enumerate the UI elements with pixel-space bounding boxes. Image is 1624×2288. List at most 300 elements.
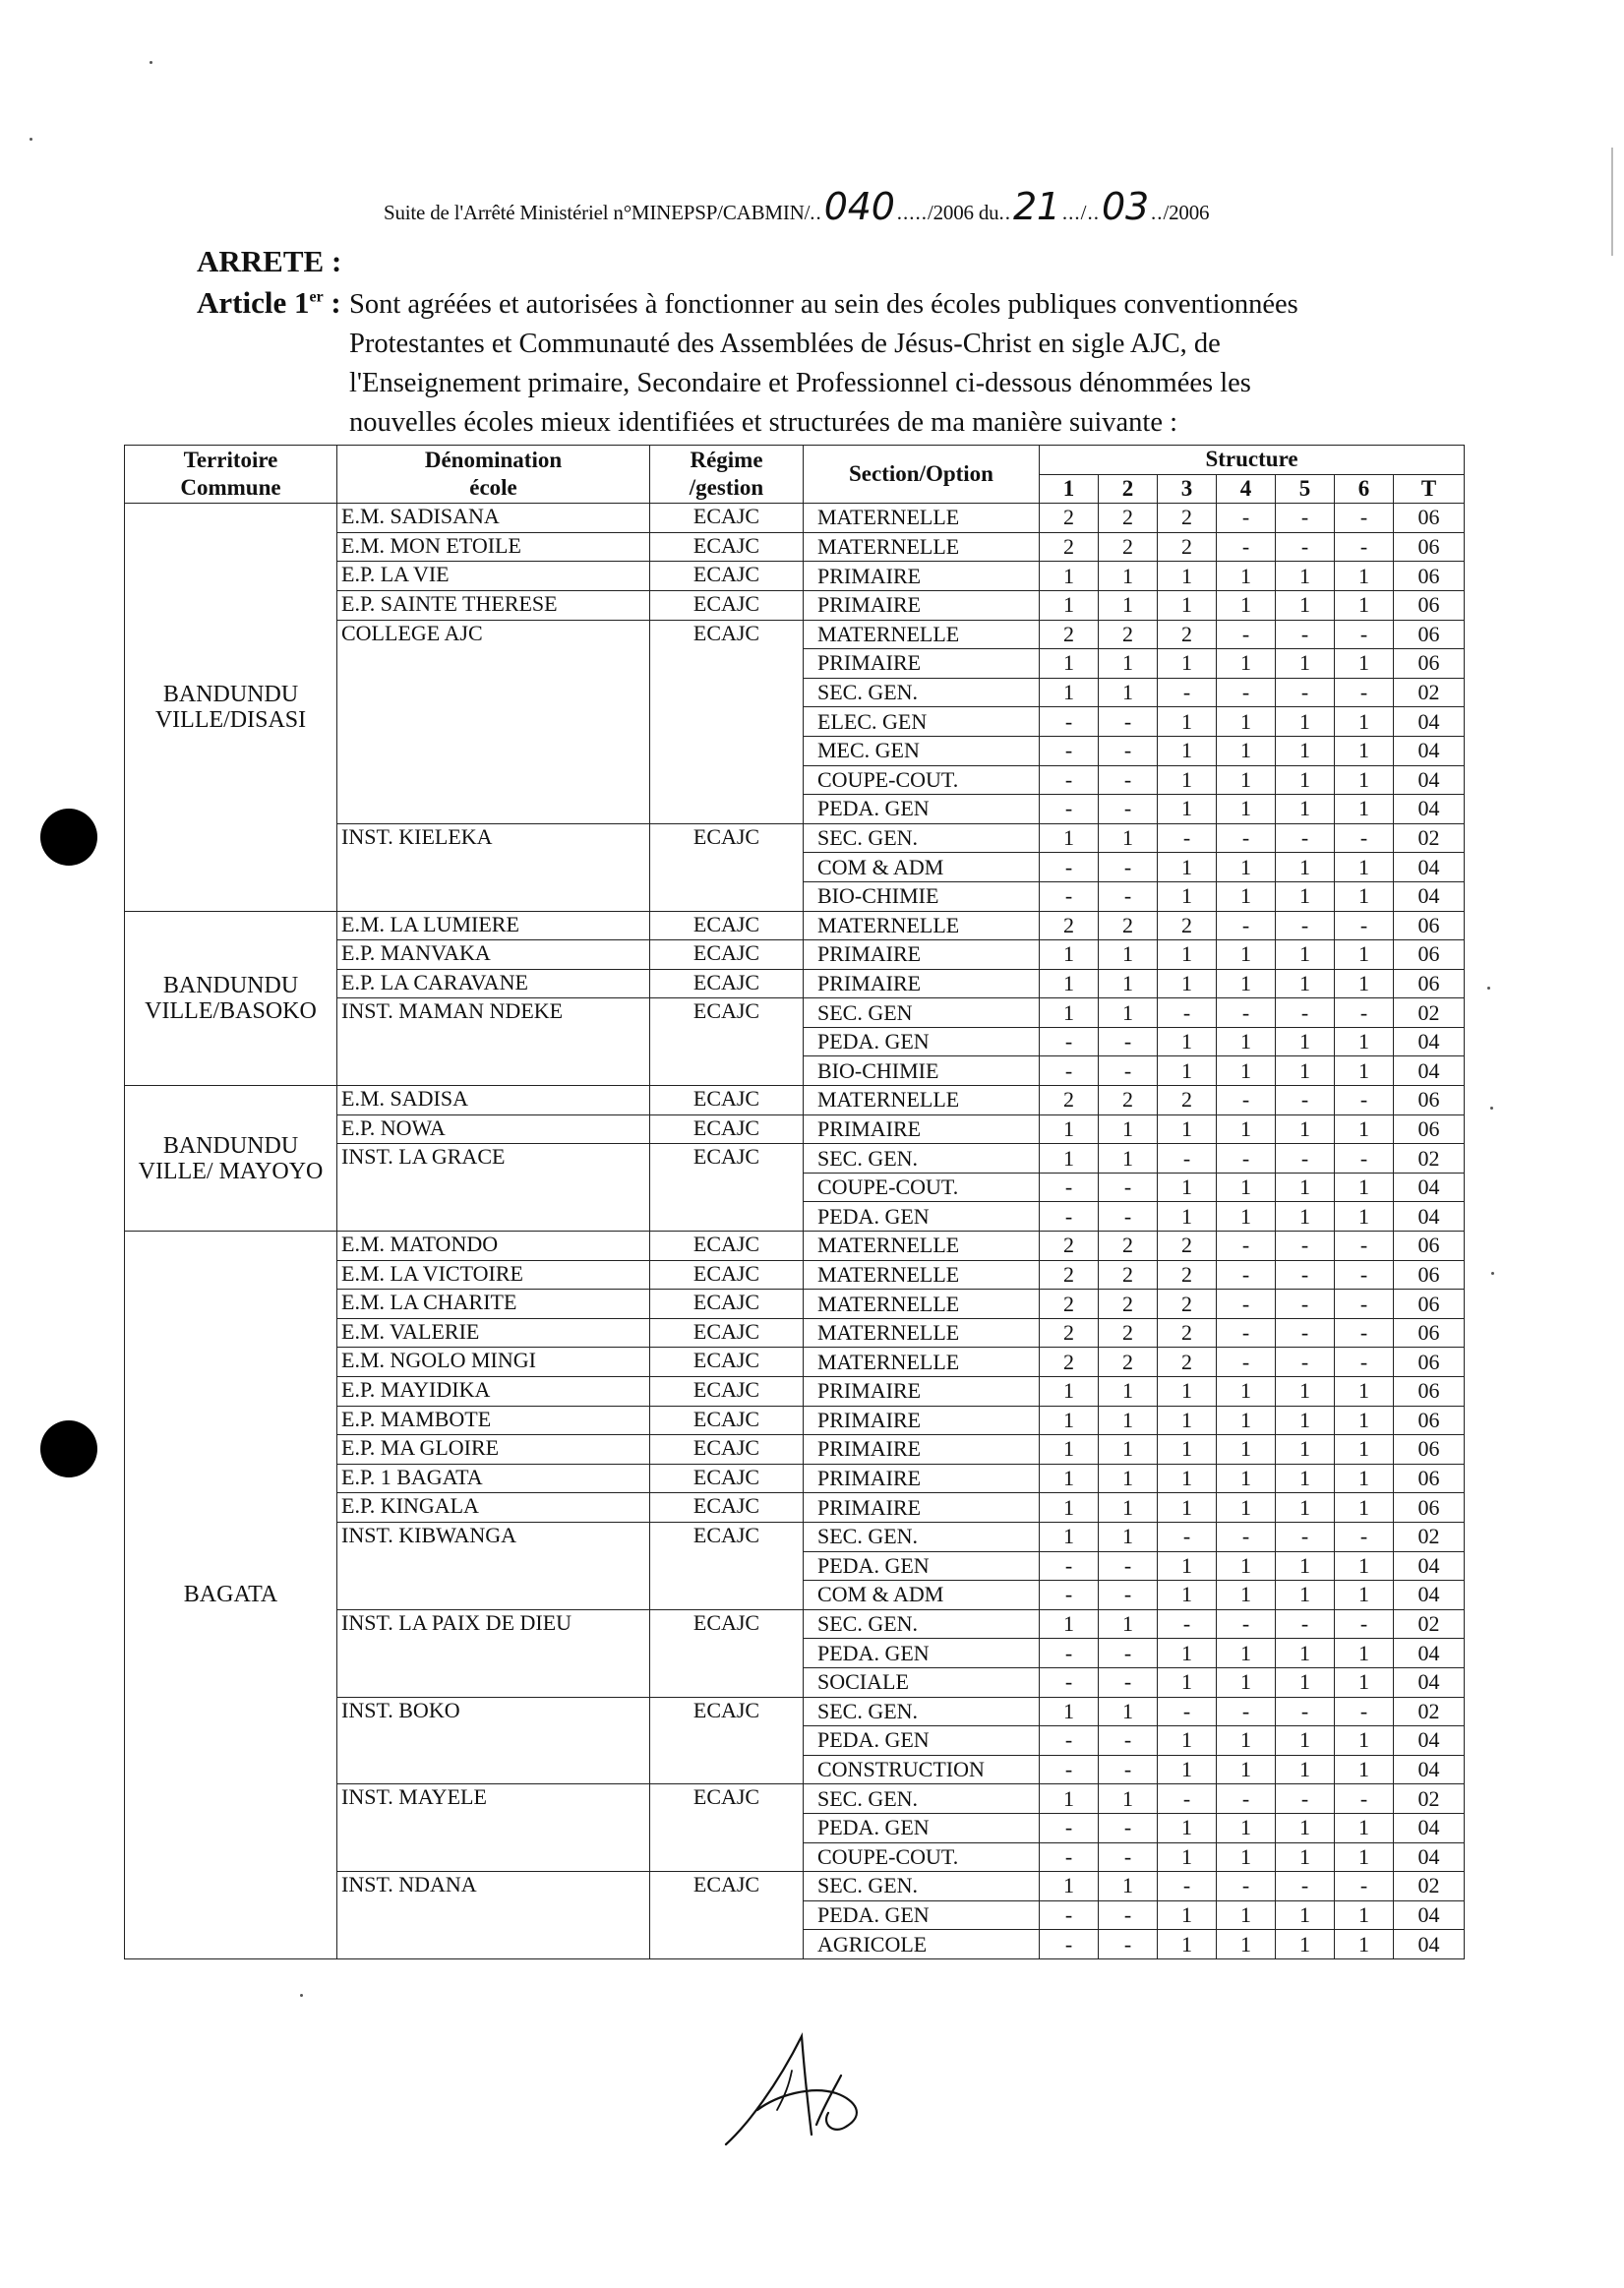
header-structure-col: 5 — [1276, 474, 1335, 504]
structure-cell: - — [1276, 1872, 1335, 1901]
article-label-colon: : — [323, 285, 341, 320]
structure-cell: - — [1217, 1260, 1276, 1290]
school-name-cell: E.P. SAINTE THERESE — [337, 590, 650, 620]
structure-cell: 1 — [1099, 1464, 1158, 1493]
structure-cell: - — [1335, 1697, 1394, 1726]
school-name-cell: E.M. SADISA — [337, 1086, 650, 1115]
section-cell: PEDA. GEN — [804, 1027, 1040, 1056]
total-cell: 04 — [1394, 1027, 1465, 1056]
structure-cell: - — [1276, 532, 1335, 562]
structure-cell: - — [1040, 1551, 1099, 1581]
structure-cell: 1 — [1040, 1406, 1099, 1435]
scan-edge-line — [1611, 148, 1613, 256]
decree-year-end: /2006 — [1163, 201, 1210, 224]
structure-cell: - — [1099, 707, 1158, 737]
structure-cell: 1 — [1217, 1464, 1276, 1493]
structure-cell: 1 — [1276, 1551, 1335, 1581]
structure-cell: 2 — [1158, 620, 1217, 649]
structure-cell: 2 — [1158, 1232, 1217, 1261]
structure-cell: 1 — [1276, 1027, 1335, 1056]
structure-cell: 1 — [1217, 1639, 1276, 1668]
structure-cell: 1 — [1217, 707, 1276, 737]
total-cell: 04 — [1394, 1639, 1465, 1668]
structure-cell: 1 — [1217, 1551, 1276, 1581]
school-name-cell: E.P. NOWA — [337, 1114, 650, 1144]
structure-cell: - — [1335, 1290, 1394, 1319]
scan-speck — [30, 138, 32, 141]
article-line: l'Enseignement primaire, Secondaire et Professionnel ci-dessous dénommées les — [349, 368, 1251, 398]
structure-cell: 1 — [1217, 1406, 1276, 1435]
school-name-cell: INST. KIBWANGA — [337, 1522, 650, 1609]
structure-cell: 1 — [1217, 853, 1276, 882]
regime-cell: ECAJC — [650, 1348, 804, 1377]
structure-cell: - — [1276, 1318, 1335, 1348]
structure-cell: 1 — [1158, 1377, 1217, 1407]
structure-cell: - — [1158, 1609, 1217, 1639]
scan-speck — [300, 1994, 303, 1997]
structure-cell: 1 — [1335, 1114, 1394, 1144]
regime-cell: ECAJC — [650, 1493, 804, 1523]
structure-cell: 1 — [1217, 940, 1276, 970]
structure-cell: - — [1217, 1318, 1276, 1348]
total-cell: 06 — [1394, 969, 1465, 998]
structure-cell: 1 — [1276, 1377, 1335, 1407]
school-name-cell: COLLEGE AJC — [337, 620, 650, 823]
decree-year: /2006 du — [927, 201, 999, 224]
article-line: nouvelles écoles mieux identifiées et structurées de ma manière suivante : — [349, 407, 1178, 438]
structure-cell: - — [1276, 1086, 1335, 1115]
structure-cell: 1 — [1158, 969, 1217, 998]
structure-cell: - — [1040, 765, 1099, 795]
structure-cell: 1 — [1217, 1842, 1276, 1872]
structure-cell: 1 — [1335, 1406, 1394, 1435]
structure-cell: 1 — [1040, 940, 1099, 970]
total-cell: 06 — [1394, 1493, 1465, 1523]
structure-cell: 1 — [1335, 1377, 1394, 1407]
structure-cell: - — [1040, 1930, 1099, 1959]
structure-cell: - — [1040, 795, 1099, 824]
structure-cell: 1 — [1158, 1726, 1217, 1756]
school-name-cell: INST. BOKO — [337, 1697, 650, 1784]
school-name-cell: E.M. MATONDO — [337, 1232, 650, 1261]
structure-cell: - — [1158, 1697, 1217, 1726]
structure-cell: - — [1158, 1522, 1217, 1551]
territoire-cell: BANDUNDU VILLE/BASOKO — [125, 911, 337, 1086]
structure-cell: 1 — [1276, 1464, 1335, 1493]
structure-cell: 1 — [1276, 736, 1335, 765]
structure-cell: - — [1099, 881, 1158, 911]
structure-cell: 1 — [1335, 881, 1394, 911]
structure-cell: 1 — [1335, 1027, 1394, 1056]
structure-cell: 1 — [1158, 1842, 1217, 1872]
structure-cell: 1 — [1335, 649, 1394, 679]
structure-cell: 1 — [1040, 969, 1099, 998]
structure-cell: 1 — [1217, 562, 1276, 591]
total-cell: 04 — [1394, 1173, 1465, 1202]
total-cell: 06 — [1394, 1406, 1465, 1435]
section-cell: SEC. GEN. — [804, 1609, 1040, 1639]
section-cell: MATERNELLE — [804, 504, 1040, 533]
header-territoire — [125, 446, 337, 504]
header-structure-col: 1 — [1040, 474, 1099, 504]
total-cell: 06 — [1394, 1318, 1465, 1348]
structure-cell: - — [1217, 911, 1276, 940]
structure-cell: - — [1099, 1667, 1158, 1697]
total-cell: 02 — [1394, 823, 1465, 853]
total-cell: 06 — [1394, 1377, 1465, 1407]
structure-cell: - — [1158, 823, 1217, 853]
structure-cell: 2 — [1158, 1348, 1217, 1377]
structure-cell: 1 — [1217, 1581, 1276, 1610]
structure-cell: 1 — [1158, 707, 1217, 737]
regime-cell: ECAJC — [650, 1232, 804, 1261]
structure-cell: 1 — [1158, 562, 1217, 591]
structure-cell: 1 — [1217, 969, 1276, 998]
structure-cell: - — [1040, 1755, 1099, 1784]
structure-cell: - — [1040, 1173, 1099, 1202]
structure-cell: 1 — [1217, 1027, 1276, 1056]
total-cell: 06 — [1394, 1260, 1465, 1290]
regime-cell: ECAJC — [650, 969, 804, 998]
section-cell: PEDA. GEN — [804, 1900, 1040, 1930]
structure-cell: - — [1335, 1348, 1394, 1377]
structure-cell: 2 — [1040, 911, 1099, 940]
structure-cell: 2 — [1099, 532, 1158, 562]
structure-cell: 1 — [1276, 1842, 1335, 1872]
structure-cell: 1 — [1158, 1202, 1217, 1232]
structure-cell: 1 — [1335, 1056, 1394, 1086]
structure-cell: - — [1040, 736, 1099, 765]
article-line: Sont agréées et autorisées à fonctionner au sein des écoles publiques conventionnées — [349, 289, 1298, 320]
structure-cell: - — [1276, 1348, 1335, 1377]
structure-cell: 1 — [1158, 1406, 1217, 1435]
school-name-cell: E.P. LA VIE — [337, 562, 650, 591]
structure-cell: 2 — [1158, 504, 1217, 533]
header-territoire-text: Territoire Commune — [180, 448, 281, 501]
structure-cell: - — [1335, 678, 1394, 707]
structure-cell: 1 — [1158, 1493, 1217, 1523]
structure-cell: 1 — [1099, 1493, 1158, 1523]
structure-cell: 1 — [1276, 562, 1335, 591]
header-structure-col: 4 — [1217, 474, 1276, 504]
section-cell: PRIMAIRE — [804, 590, 1040, 620]
structure-cell: - — [1276, 1144, 1335, 1174]
structure-cell: 1 — [1335, 1435, 1394, 1465]
structure-cell: 1 — [1276, 649, 1335, 679]
structure-cell: - — [1158, 1872, 1217, 1901]
total-cell: 02 — [1394, 998, 1465, 1028]
section-cell: PRIMAIRE — [804, 1406, 1040, 1435]
section-cell: COUPE-COUT. — [804, 765, 1040, 795]
structure-cell: - — [1335, 1784, 1394, 1814]
article-label-sup: er — [309, 288, 324, 306]
total-cell: 06 — [1394, 1435, 1465, 1465]
structure-cell: - — [1276, 678, 1335, 707]
total-cell: 06 — [1394, 532, 1465, 562]
total-cell: 04 — [1394, 1930, 1465, 1959]
structure-cell: 1 — [1158, 881, 1217, 911]
structure-cell: 1 — [1217, 590, 1276, 620]
structure-cell: 2 — [1158, 1318, 1217, 1348]
structure-cell: 1 — [1335, 1726, 1394, 1756]
header-structure: Structure — [1040, 446, 1465, 475]
structure-cell: - — [1217, 1522, 1276, 1551]
school-name-cell: INST. KIELEKA — [337, 823, 650, 911]
section-cell: MATERNELLE — [804, 1232, 1040, 1261]
structure-cell: 1 — [1099, 1144, 1158, 1174]
structure-cell: 1 — [1158, 940, 1217, 970]
structure-cell: 1 — [1099, 1114, 1158, 1144]
header-regime — [650, 446, 804, 504]
regime-cell: ECAJC — [650, 1435, 804, 1465]
school-name-cell: INST. MAMAN NDEKE — [337, 998, 650, 1086]
structure-cell: - — [1099, 1027, 1158, 1056]
structure-cell: 1 — [1335, 1581, 1394, 1610]
structure-cell: 1 — [1158, 765, 1217, 795]
total-cell: 04 — [1394, 1667, 1465, 1697]
structure-cell: 1 — [1040, 678, 1099, 707]
structure-cell: 1 — [1276, 1114, 1335, 1144]
structure-cell: - — [1276, 911, 1335, 940]
schools-table — [124, 445, 1465, 1959]
structure-cell: 1 — [1276, 1493, 1335, 1523]
structure-cell: 1 — [1158, 1464, 1217, 1493]
structure-cell: 1 — [1217, 1377, 1276, 1407]
structure-cell: - — [1335, 1144, 1394, 1174]
school-name-cell: E.P. MANVAKA — [337, 940, 650, 970]
structure-cell: - — [1335, 1318, 1394, 1348]
total-cell: 06 — [1394, 649, 1465, 679]
regime-cell: ECAJC — [650, 1609, 804, 1697]
structure-cell: 1 — [1217, 765, 1276, 795]
structure-cell: 1 — [1335, 765, 1394, 795]
regime-cell: ECAJC — [650, 562, 804, 591]
scan-speck — [1490, 1107, 1493, 1110]
structure-cell: - — [1335, 1872, 1394, 1901]
header-section: Section/Option — [804, 446, 1040, 504]
structure-cell: - — [1099, 1202, 1158, 1232]
structure-cell: 1 — [1276, 795, 1335, 824]
structure-cell: 1 — [1276, 1435, 1335, 1465]
section-cell: AGRICOLE — [804, 1930, 1040, 1959]
decree-day: 21 — [1012, 185, 1060, 228]
article-label — [197, 285, 341, 321]
structure-cell: - — [1335, 1260, 1394, 1290]
structure-cell: 1 — [1335, 1639, 1394, 1668]
scan-speck — [1487, 987, 1490, 990]
structure-cell: - — [1335, 532, 1394, 562]
regime-cell: ECAJC — [650, 1697, 804, 1784]
structure-cell: - — [1158, 678, 1217, 707]
structure-cell: 1 — [1040, 1872, 1099, 1901]
structure-cell: 2 — [1040, 1232, 1099, 1261]
school-name-cell: INST. NDANA — [337, 1872, 650, 1959]
structure-cell: - — [1099, 1551, 1158, 1581]
section-cell: MEC. GEN — [804, 736, 1040, 765]
structure-cell: - — [1217, 1086, 1276, 1115]
structure-cell: 1 — [1276, 1900, 1335, 1930]
structure-cell: 1 — [1040, 1435, 1099, 1465]
structure-cell: - — [1276, 1609, 1335, 1639]
structure-cell: - — [1335, 1522, 1394, 1551]
punch-hole — [40, 1420, 97, 1477]
structure-cell: - — [1276, 1697, 1335, 1726]
structure-cell: 1 — [1099, 1522, 1158, 1551]
structure-cell: 1 — [1276, 940, 1335, 970]
structure-cell: 1 — [1158, 736, 1217, 765]
structure-cell: - — [1040, 1842, 1099, 1872]
total-cell: 04 — [1394, 795, 1465, 824]
section-cell: SOCIALE — [804, 1667, 1040, 1697]
structure-cell: 1 — [1099, 940, 1158, 970]
regime-cell: ECAJC — [650, 1318, 804, 1348]
structure-cell: - — [1099, 1056, 1158, 1086]
structure-cell: 2 — [1040, 1318, 1099, 1348]
decree-prefix: Suite de l'Arrêté Ministériel n°MINEPSP/CABMIN/ — [384, 201, 811, 224]
section-cell: PRIMAIRE — [804, 1464, 1040, 1493]
section-cell: ELEC. GEN — [804, 707, 1040, 737]
structure-cell: - — [1335, 823, 1394, 853]
structure-cell: - — [1217, 1609, 1276, 1639]
section-cell: PRIMAIRE — [804, 649, 1040, 679]
table-row — [125, 1232, 1465, 1261]
regime-cell: ECAJC — [650, 1086, 804, 1115]
school-name-cell: E.P. MAMBOTE — [337, 1406, 650, 1435]
total-cell: 06 — [1394, 562, 1465, 591]
structure-cell: 1 — [1158, 1930, 1217, 1959]
structure-cell: - — [1158, 1784, 1217, 1814]
structure-cell: 1 — [1335, 940, 1394, 970]
structure-cell: 1 — [1217, 1813, 1276, 1842]
structure-cell: 1 — [1099, 562, 1158, 591]
section-cell: MATERNELLE — [804, 1260, 1040, 1290]
school-name-cell: INST. MAYELE — [337, 1784, 650, 1872]
section-cell: CONSTRUCTION — [804, 1755, 1040, 1784]
structure-cell: - — [1217, 1872, 1276, 1901]
total-cell: 06 — [1394, 911, 1465, 940]
regime-cell: ECAJC — [650, 1522, 804, 1609]
structure-cell: 2 — [1099, 1290, 1158, 1319]
total-cell: 04 — [1394, 881, 1465, 911]
section-cell: PEDA. GEN — [804, 795, 1040, 824]
section-cell: COM & ADM — [804, 1581, 1040, 1610]
scan-speck — [1491, 1272, 1494, 1275]
structure-cell: 1 — [1335, 1755, 1394, 1784]
section-cell: PRIMAIRE — [804, 1493, 1040, 1523]
structure-cell: - — [1099, 1639, 1158, 1668]
structure-cell: - — [1099, 736, 1158, 765]
total-cell: 06 — [1394, 620, 1465, 649]
structure-cell: 1 — [1276, 707, 1335, 737]
total-cell: 04 — [1394, 853, 1465, 882]
table-row — [125, 504, 1465, 533]
structure-cell: 2 — [1158, 1290, 1217, 1319]
structure-cell: 1 — [1217, 649, 1276, 679]
structure-cell: 1 — [1335, 707, 1394, 737]
total-cell: 04 — [1394, 1900, 1465, 1930]
punch-hole — [40, 809, 97, 866]
structure-cell: 1 — [1217, 1173, 1276, 1202]
total-cell: 04 — [1394, 1202, 1465, 1232]
structure-cell: 1 — [1040, 998, 1099, 1028]
structure-cell: 1 — [1276, 1056, 1335, 1086]
school-name-cell: E.M. LA CHARITE — [337, 1290, 650, 1319]
section-cell: COM & ADM — [804, 853, 1040, 882]
structure-cell: 1 — [1040, 562, 1099, 591]
structure-cell: 1 — [1158, 1639, 1217, 1668]
section-cell: PRIMAIRE — [804, 1377, 1040, 1407]
regime-cell: ECAJC — [650, 911, 804, 940]
structure-cell: - — [1099, 1581, 1158, 1610]
structure-cell: 1 — [1217, 795, 1276, 824]
structure-cell: - — [1276, 998, 1335, 1028]
structure-cell: 1 — [1158, 1114, 1217, 1144]
structure-cell: - — [1099, 1173, 1158, 1202]
school-name-cell: E.M. LA LUMIERE — [337, 911, 650, 940]
total-cell: 06 — [1394, 1114, 1465, 1144]
article-body — [349, 285, 1443, 443]
structure-cell: - — [1040, 1056, 1099, 1086]
structure-cell: - — [1276, 1232, 1335, 1261]
total-cell: 02 — [1394, 678, 1465, 707]
structure-cell: - — [1040, 707, 1099, 737]
structure-cell: 1 — [1217, 1930, 1276, 1959]
structure-cell: 1 — [1040, 1144, 1099, 1174]
regime-cell: ECAJC — [650, 998, 804, 1086]
structure-cell: 1 — [1158, 1813, 1217, 1842]
structure-cell: - — [1040, 881, 1099, 911]
total-cell: 06 — [1394, 1290, 1465, 1319]
structure-cell: - — [1040, 1813, 1099, 1842]
structure-cell: 1 — [1099, 998, 1158, 1028]
structure-cell: 1 — [1158, 795, 1217, 824]
total-cell: 04 — [1394, 765, 1465, 795]
section-cell: BIO-CHIMIE — [804, 881, 1040, 911]
structure-cell: 1 — [1158, 1900, 1217, 1930]
section-cell: SEC. GEN. — [804, 1522, 1040, 1551]
structure-cell: 1 — [1276, 853, 1335, 882]
structure-cell: 1 — [1276, 590, 1335, 620]
structure-cell: - — [1040, 853, 1099, 882]
structure-cell: - — [1217, 1697, 1276, 1726]
header-denomination — [337, 446, 650, 504]
structure-cell: 1 — [1217, 1667, 1276, 1697]
structure-cell: 1 — [1335, 795, 1394, 824]
regime-cell: ECAJC — [650, 1872, 804, 1959]
structure-cell: 1 — [1276, 1639, 1335, 1668]
section-cell: MATERNELLE — [804, 1318, 1040, 1348]
structure-cell: - — [1276, 1784, 1335, 1814]
section-cell: COUPE-COUT. — [804, 1173, 1040, 1202]
structure-cell: 1 — [1040, 1464, 1099, 1493]
structure-cell: - — [1040, 1639, 1099, 1668]
structure-cell: 1 — [1335, 1493, 1394, 1523]
structure-cell: - — [1217, 1784, 1276, 1814]
structure-cell: - — [1099, 1755, 1158, 1784]
section-cell: MATERNELLE — [804, 620, 1040, 649]
structure-cell: - — [1217, 1232, 1276, 1261]
structure-cell: - — [1040, 1202, 1099, 1232]
structure-cell: 1 — [1276, 1930, 1335, 1959]
school-name-cell: E.M. VALERIE — [337, 1318, 650, 1348]
section-cell: COUPE-COUT. — [804, 1842, 1040, 1872]
section-cell: PEDA. GEN — [804, 1726, 1040, 1756]
total-cell: 06 — [1394, 1464, 1465, 1493]
total-cell: 02 — [1394, 1609, 1465, 1639]
table-row — [125, 1086, 1465, 1115]
structure-cell: 1 — [1335, 1667, 1394, 1697]
structure-cell: - — [1217, 504, 1276, 533]
